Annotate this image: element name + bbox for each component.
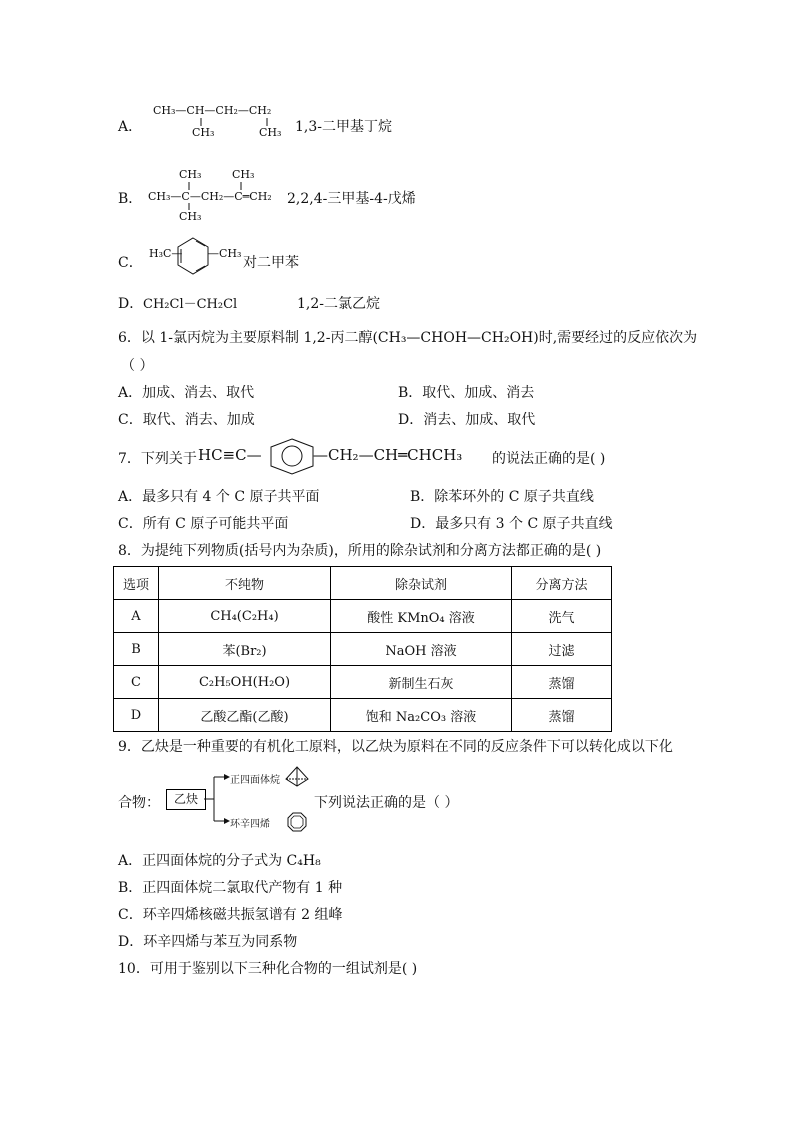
q5-b-ch3-top1: CH₃: [179, 168, 202, 181]
q8-cell: 蒸馏: [512, 666, 612, 699]
q9-option-d: D．环辛四烯与苯互为同系物: [118, 934, 298, 950]
q8-header-option: 选项: [114, 567, 159, 600]
q9-option-a: A．正四面体烷的分子式为 C₄H₈: [118, 853, 321, 869]
q6-paren: （ ）: [121, 358, 154, 374]
q5-d-formula: CH₂Cl－CH₂Cl: [143, 297, 238, 312]
q9-option-b: B．正四面体烷二氯取代产物有 1 种: [118, 880, 343, 896]
q8-cell: 酸性 KMnO₄ 溶液: [331, 600, 512, 633]
q5-c-label: C．: [118, 255, 143, 271]
q7-formula-left: HC≡C—: [198, 446, 262, 464]
q6-stem: 6．以 1-氯丙烷为主要原料制 1,2-丙二醇(CH₃—CHOH—CH₂OH)时,需要经过的反应依次为: [118, 330, 698, 346]
q5-b-label: B．: [118, 191, 143, 207]
q7-option-a: A．最多只有 4 个 C 原子共平面: [118, 489, 320, 505]
q8-cell: CH₄(C₂H₄): [159, 600, 331, 633]
q9-product1: 正四面体烷: [230, 775, 280, 786]
q5-a-sub2: CH₃: [259, 126, 282, 139]
q9-option-c: C．环辛四烯核磁共振氢谱有 2 组峰: [118, 907, 343, 923]
q5-d-label: D．: [118, 296, 144, 312]
q6-option-c: C．取代、消去、加成: [118, 412, 255, 428]
q10-stem: 10．可用于鉴别以下三种化合物的一组试剂是( ): [118, 961, 418, 977]
q7-stem-post: 的说法正确的是( ): [492, 451, 606, 467]
q9-line2-pre: 合物：: [118, 795, 160, 811]
q9-stem: 9．乙炔是一种重要的有机化工原料，以乙炔为原料在不同的反应条件下可以转化成以下化: [118, 739, 673, 755]
q8-cell: D: [114, 699, 159, 732]
q8-cell: 洗气: [512, 600, 612, 633]
q5-a-label: A．: [118, 119, 143, 135]
q5-b-main: CH₃—C—CH₂—C═CH₂: [148, 190, 272, 203]
q9-acetylene-box: 乙炔: [166, 789, 206, 810]
cyclooctatetraene-icon: [0, 0, 1, 1]
q7-stem-pre: 7．下列关于: [118, 451, 197, 467]
q5-a-name: 1,3-二甲基丁烷: [295, 119, 392, 135]
q6-option-d: D．消去、加成、取代: [398, 412, 536, 428]
q5-b-name: 2,2,4-三甲基-4-戊烯: [287, 191, 416, 207]
q8-cell: 乙酸乙酯(乙酸): [159, 699, 331, 732]
q6-option-b: B．取代、加成、消去: [398, 385, 535, 401]
q9-product2: 环辛四烯: [230, 819, 270, 830]
q8-cell: A: [114, 600, 159, 633]
table-row: [114, 633, 612, 666]
q7-option-b: B．除苯环外的 C 原子共直线: [410, 489, 594, 505]
q5-a-formula: CH₃—CH—CH₂—CH₂: [153, 104, 272, 117]
q8-cell: B: [114, 633, 159, 666]
q8-cell: 蒸馏: [512, 699, 612, 732]
q8-cell: 苯(Br₂): [159, 633, 331, 666]
q8-table: [113, 566, 612, 732]
q8-cell: 新制生石灰: [331, 666, 512, 699]
q8-header-impure: 不纯物: [159, 567, 331, 600]
q8-cell: NaOH 溶液: [331, 633, 512, 666]
table-row: [114, 699, 612, 732]
q5-c-right: —CH₃: [208, 247, 242, 260]
q5-b-ch3-top2: CH₃: [232, 168, 255, 181]
q9-line2-post: 下列说法正确的是（ ）: [314, 795, 459, 811]
q6-option-a: A．加成、消去、取代: [118, 385, 255, 401]
q5-c-left: H₃C—: [149, 247, 183, 260]
q8-stem: 8．为提纯下列物质(括号内为杂质)，所用的除杂试剂和分离方法都正确的是( ): [118, 543, 602, 559]
q8-header-method: 分离方法: [512, 567, 612, 600]
q7-formula-right: —CH₂—CH═CHCH₃: [313, 446, 463, 464]
q8-header-reagent: 除杂试剂: [331, 567, 512, 600]
q5-d-name: 1,2-二氯乙烷: [297, 296, 380, 312]
q5-c-name: 对二甲苯: [243, 255, 299, 271]
table-row: [114, 600, 612, 633]
q8-table-header: [114, 567, 612, 600]
q5-b-ch3-bottom: CH₃: [179, 210, 202, 223]
q8-cell: C₂H₅OH(H₂O): [159, 666, 331, 699]
q7-option-d: D．最多只有 3 个 C 原子共直线: [410, 516, 613, 532]
table-row: [114, 666, 612, 699]
q8-cell: 饱和 Na₂CO₃ 溶液: [331, 699, 512, 732]
q8-cell: 过滤: [512, 633, 612, 666]
q5-a-sub1: CH₃: [192, 126, 215, 139]
q8-cell: C: [114, 666, 159, 699]
q7-option-c: C．所有 C 原子可能共平面: [118, 516, 289, 532]
